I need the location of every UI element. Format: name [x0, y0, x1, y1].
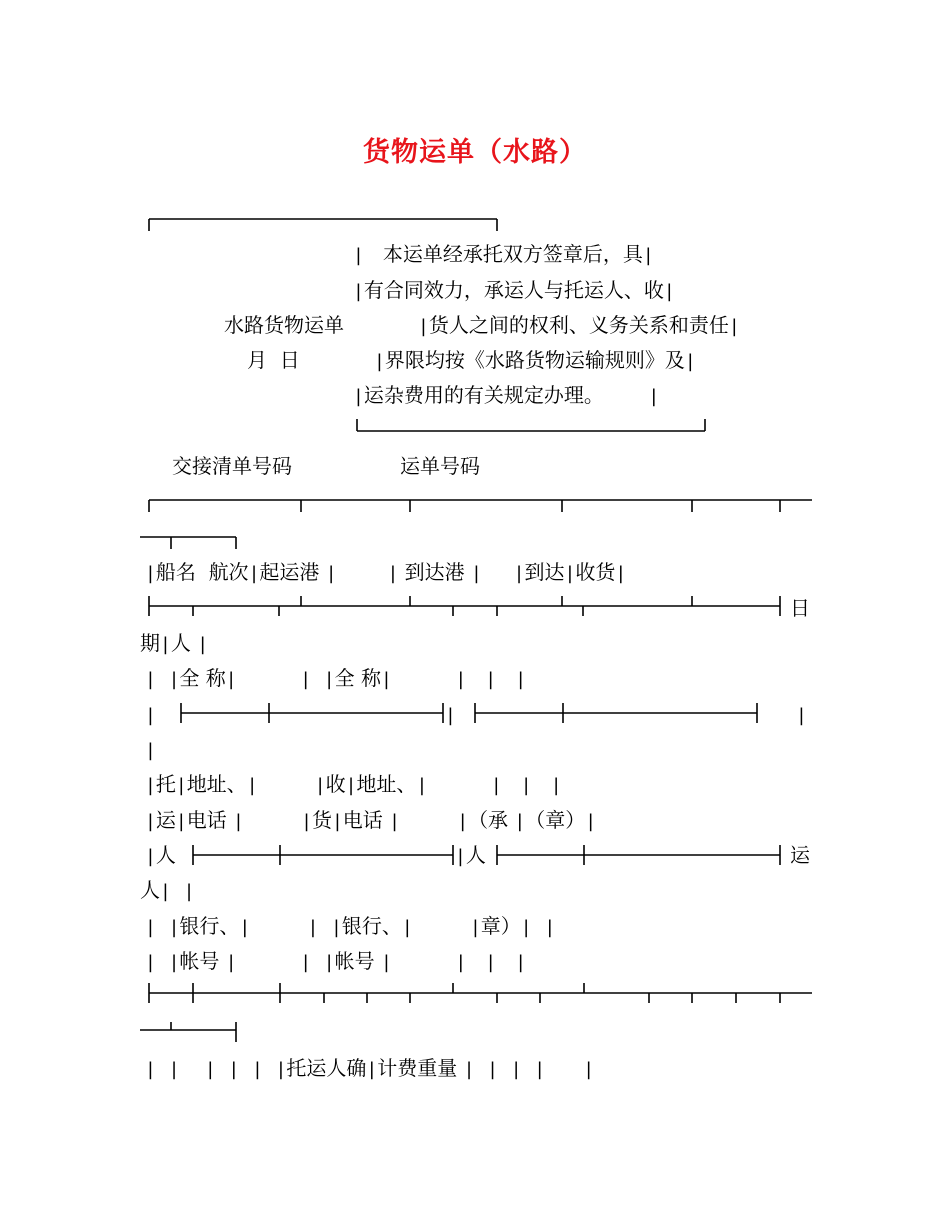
waybill-no-label: 运单号码	[400, 454, 480, 478]
notice-line-2: |有合同效力，承运人与托运人、收|	[353, 278, 675, 302]
notice-line-3: |货人之间的权利、义务关系和责任|	[418, 313, 740, 337]
document-title: 货物运单（水路）	[363, 137, 587, 168]
date-person-row: 期|人 |	[140, 631, 209, 655]
border-row-1: |	[145, 705, 156, 726]
ship-row: |船名 航次|起运港 | | 到达港 | |到达|收货|	[145, 560, 627, 584]
notice-line-1: | 本运单经承托双方签章后，具|	[353, 242, 654, 266]
person-row: |人	[145, 843, 176, 867]
phone-row: |运|电话 | |货|电话 | |（承 |（章）|	[145, 808, 597, 832]
account-row: | |帐号 | | |帐号 | | | |	[145, 949, 527, 973]
handover-list-no-label: 交接清单号码	[172, 454, 292, 478]
border-row-1c: |	[796, 705, 807, 726]
notice-line-5: |运杂费用的有关规定办理。 |	[353, 383, 660, 407]
waybill-label: 水路货物运单	[224, 313, 344, 337]
ri-label: 日	[790, 596, 810, 620]
date-label: 月 日	[247, 348, 300, 372]
bank-row: | |银行、| | |银行、| |章）| |	[145, 914, 556, 938]
border-row-1b: |	[445, 705, 456, 726]
charge-row: | | | | | |托运人确|计费重量 | | | | |	[145, 1056, 595, 1080]
full-name-row: | |全 称| | |全 称| | | |	[145, 666, 527, 690]
border-row-2: |	[145, 740, 156, 761]
address-row: |托|地址、| |收|地址、| | | |	[145, 772, 562, 796]
carrier-yun: 运	[790, 843, 810, 867]
person-row-b: |人	[455, 843, 486, 867]
carrier-ren: 人| |	[140, 878, 195, 902]
notice-line-4: |界限均按《水路货物运输规则》及|	[374, 348, 696, 372]
